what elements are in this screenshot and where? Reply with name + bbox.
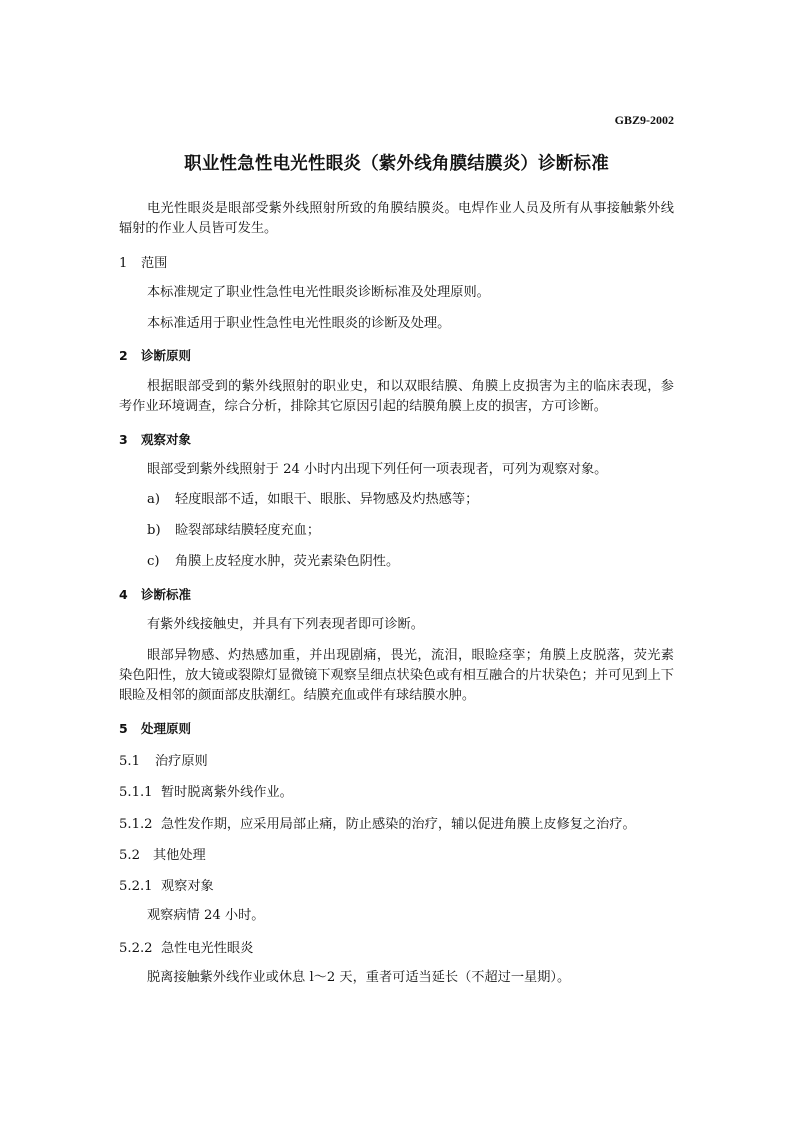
list-item: [147, 521, 674, 541]
clause-title: 急性电光性眼炎: [161, 941, 254, 956]
list-item: [147, 490, 674, 510]
section-number: 5: [119, 721, 128, 736]
list-marker: a): [147, 492, 161, 507]
clause-number: 5.2.1: [119, 879, 153, 894]
section-title: 诊断标准: [141, 587, 192, 602]
section-number: 3: [119, 432, 128, 447]
clause-5-2-2-text: 脱离接触紫外线作业或休息 l～2 天，重者可适当延长（不超过一星期）。: [147, 970, 571, 985]
clause-5-1-1: [119, 781, 293, 800]
list-marker: c): [147, 554, 160, 569]
clause-5-1-2: [119, 813, 636, 832]
list-text: 睑裂部球结膜轻度充血；: [175, 523, 321, 538]
section-4-paragraph-1: 有紫外线接触史，并具有下列表现者即可诊断。: [147, 617, 424, 632]
clause-number: 5.2.2: [119, 941, 153, 956]
list-marker: b): [147, 523, 161, 538]
subsection-number: 5.2: [119, 848, 140, 863]
document-title: 职业性急性电光性眼炎（紫外线角膜结膜炎）诊断标准: [184, 154, 609, 174]
section-number: 1: [119, 256, 128, 271]
section-title: 诊断原则: [141, 348, 192, 363]
clause-text: 暂时脱离紫外线作业。: [161, 785, 293, 800]
list-text: 角膜上皮轻度水肿，荧光素染色阴性。: [175, 554, 400, 569]
section-3-heading: [119, 430, 191, 448]
section-4-heading: [119, 585, 191, 603]
section-5-heading: [119, 719, 191, 737]
section-number: 4: [119, 587, 128, 602]
section-3-paragraph: 眼部受到紫外线照射于 24 小时内出现下列任何一项表现者，可列为观察对象。: [147, 462, 608, 477]
subsection-5-2-heading: [119, 844, 206, 863]
clause-5-2-1-text: 观察病情 24 小时。: [147, 908, 265, 923]
subsection-5-1-heading: [119, 750, 208, 769]
section-1-paragraph-1: 本标准规定了职业性急性电光性眼炎诊断标准及处理原则。: [147, 285, 490, 300]
clause-number: 5.1.2: [119, 817, 153, 832]
clause-5-2-1-heading: [119, 875, 214, 894]
subsection-title: 治疗原则: [155, 754, 208, 769]
intro-paragraph: 电光性眼炎是眼部受紫外线照射所致的角膜结膜炎。电焊作业人员及所有从事接触紫外线辐射的作业人员皆可发生。: [119, 201, 674, 236]
section-2-paragraph: 根据眼部受到的紫外线照射的职业史，和以双眼结膜、角膜上皮损害为主的临床表现，参考作业环境调查，综合分析，排除其它原因引起的结膜角膜上皮的损害，方可诊断。: [119, 379, 674, 414]
subsection-number: 5.1: [119, 754, 140, 769]
standard-code: GBZ9-2002: [614, 113, 674, 127]
clause-number: 5.1.1: [119, 785, 153, 800]
subsection-title: 其他处理: [153, 848, 206, 863]
section-1-heading: [119, 252, 167, 271]
list-item: [147, 552, 674, 572]
section-number: 2: [119, 348, 128, 363]
clause-5-2-2-heading: [119, 937, 253, 956]
list-text: 轻度眼部不适，如眼干、眼胀、异物感及灼热感等；: [175, 492, 479, 507]
section-title: 范围: [141, 256, 168, 271]
section-1-paragraph-2: 本标准适用于职业性急性电光性眼炎的诊断及处理。: [147, 316, 451, 331]
section-title: 处理原则: [141, 721, 192, 736]
section-2-heading: [119, 346, 191, 364]
clause-text: 急性发作期，应采用局部止痛，防止感染的治疗，辅以促进角膜上皮修复之治疗。: [161, 817, 636, 832]
section-title: 观察对象: [141, 432, 192, 447]
section-4-paragraph-2: 眼部异物感、灼热感加重，并出现剧痛，畏光，流泪，眼睑痉挛；角膜上皮脱落，荧光素染色阳性，放大镜或裂隙灯显微镜下观察呈细点状染色或有相互融合的片状染色；并可见到上下眼睑及相邻的颜面部皮肤潮红。结膜充血或伴有球结膜水肿。: [119, 648, 674, 703]
clause-title: 观察对象: [161, 879, 214, 894]
